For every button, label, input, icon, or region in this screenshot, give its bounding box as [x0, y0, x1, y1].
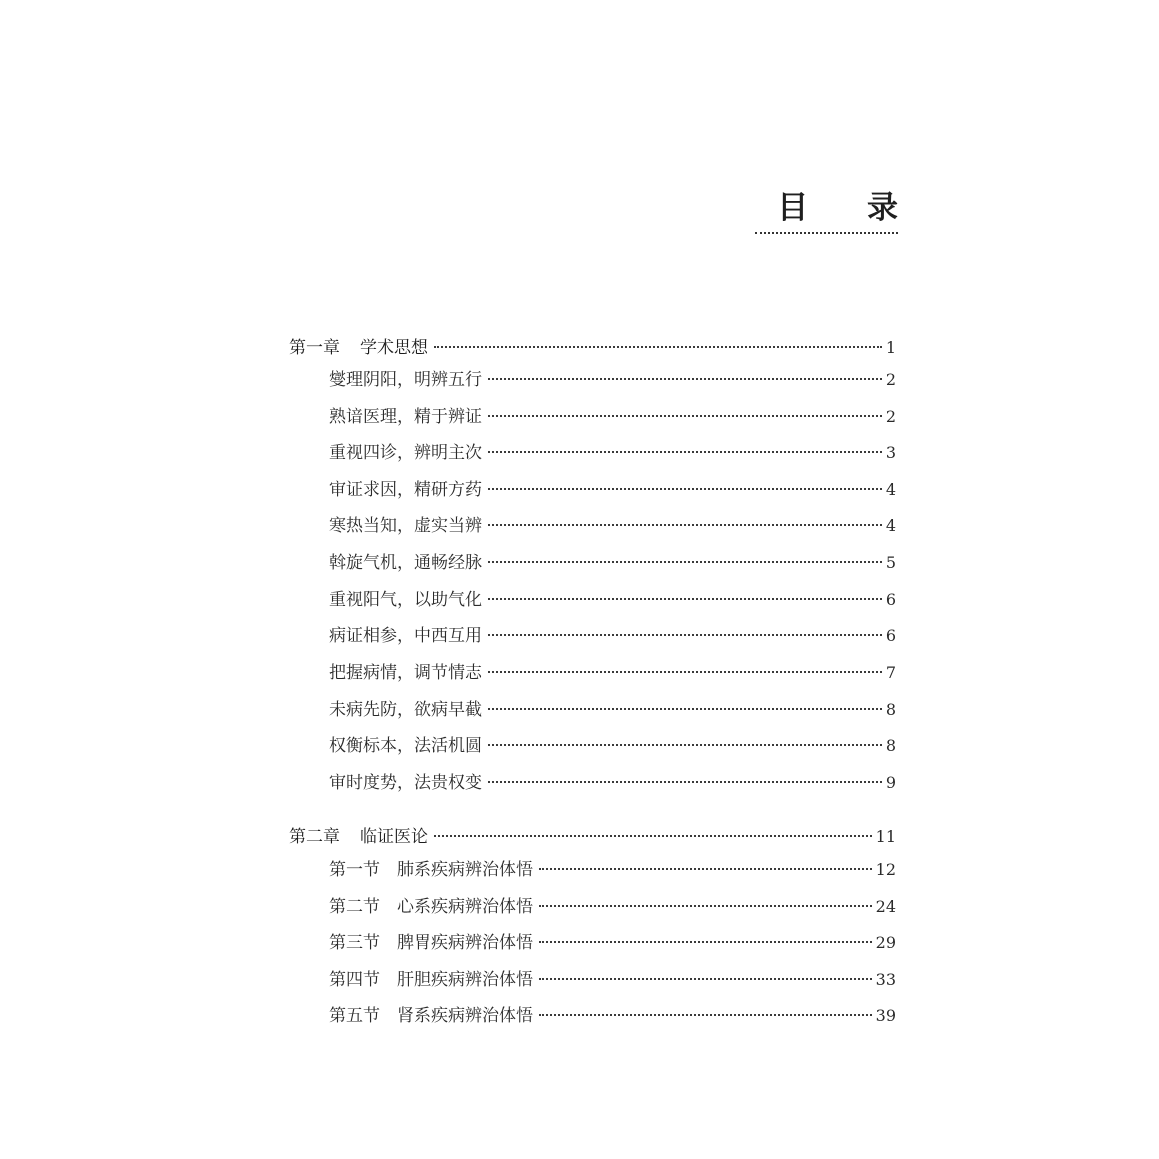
entry-title: 把握病情，调节情志 [329, 663, 482, 683]
page-number: 33 [875, 970, 896, 989]
page-number: 29 [875, 933, 896, 952]
entry-title: 斡旋气机，通畅经脉 [329, 553, 482, 573]
page-number: 7 [885, 663, 896, 682]
toc-entry[interactable] [329, 551, 896, 577]
entry-title: 病证相参，中西互用 [329, 626, 482, 646]
leader-dots [488, 450, 882, 453]
toc-entry[interactable] [329, 771, 896, 797]
entry-title: 第四节 肝胆疾病辨治体悟 [329, 970, 533, 990]
leader-dots [488, 633, 882, 636]
toc-entry[interactable] [329, 698, 896, 724]
entry-title: 第三节 脾胃疾病辨治体悟 [329, 933, 533, 953]
page-number: 2 [885, 370, 896, 389]
leader-dots [488, 670, 882, 673]
page-number: 8 [885, 736, 896, 755]
leader-dots [539, 1013, 872, 1016]
toc-entry[interactable] [329, 514, 896, 540]
page-number: 11 [875, 827, 896, 846]
entry-title: 审时度势，法贵权变 [329, 773, 482, 793]
toc-entry[interactable] [329, 588, 896, 614]
toc-entry[interactable] [329, 405, 896, 431]
toc-entry[interactable] [329, 734, 896, 760]
page-number: 39 [875, 1006, 896, 1025]
toc-entry[interactable] [329, 368, 896, 394]
page-number: 12 [875, 860, 896, 879]
leader-dots [488, 597, 882, 600]
chapter-title: 学术思想 [360, 338, 428, 358]
leader-dots [539, 940, 872, 943]
entry-title: 未病先防，欲病早截 [329, 700, 482, 720]
leader-dots [539, 977, 872, 980]
entry-title: 第五节 肾系疾病辨治体悟 [329, 1006, 533, 1026]
toc-chapter-1[interactable] [289, 336, 896, 362]
page-number: 6 [885, 590, 896, 609]
leader-dots [434, 345, 882, 348]
leader-dots [488, 377, 882, 380]
leader-dots [539, 867, 872, 870]
leader-dots [488, 487, 882, 490]
page-number: 5 [885, 553, 896, 572]
leader-dots [488, 707, 882, 710]
leader-dots [488, 743, 882, 746]
leader-dots [488, 780, 882, 783]
leader-dots [539, 904, 872, 907]
entry-title: 重视阳气，以助气化 [329, 590, 482, 610]
toc-entry[interactable] [329, 858, 896, 884]
leader-dots [488, 414, 882, 417]
leader-dots [488, 523, 882, 526]
page-title: 目 录 [777, 190, 922, 226]
entry-title: 熟谙医理，精于辨证 [329, 407, 482, 427]
entry-title: 重视四诊，辨明主次 [329, 443, 482, 463]
chapter-number: 第二章 [289, 827, 340, 847]
leader-dots [434, 834, 872, 837]
leader-dots [488, 560, 882, 563]
toc-entry[interactable] [329, 441, 896, 467]
entry-title: 权衡标本，法活机圆 [329, 736, 482, 756]
entry-title: 燮理阴阳，明辨五行 [329, 370, 482, 390]
toc-entry[interactable] [329, 1004, 896, 1030]
entry-title: 寒热当知，虚实当辨 [329, 516, 482, 536]
page-number: 2 [885, 407, 896, 426]
page-number: 6 [885, 626, 896, 645]
page-number: 24 [875, 897, 896, 916]
page-number: 4 [885, 480, 896, 499]
page-number: 4 [885, 516, 896, 535]
page-number: 3 [885, 443, 896, 462]
entry-title: 第一节 肺系疾病辨治体悟 [329, 860, 533, 880]
toc-entry[interactable] [329, 478, 896, 504]
page-number: 8 [885, 700, 896, 719]
page-number: 1 [885, 338, 896, 357]
entry-title: 审证求因，精研方药 [329, 480, 482, 500]
toc-entry[interactable] [329, 624, 896, 650]
toc-entry[interactable] [329, 931, 896, 957]
toc-entry[interactable] [329, 661, 896, 687]
toc-entry[interactable] [329, 895, 896, 921]
chapter-number: 第一章 [289, 338, 340, 358]
toc-entry[interactable] [329, 968, 896, 994]
entry-title: 第二节 心系疾病辨治体悟 [329, 897, 533, 917]
page-number: 9 [885, 773, 896, 792]
chapter-title: 临证医论 [360, 827, 428, 847]
chapter-label [289, 825, 428, 849]
toc-chapter-2[interactable] [289, 825, 896, 851]
chapter-label [289, 336, 428, 360]
